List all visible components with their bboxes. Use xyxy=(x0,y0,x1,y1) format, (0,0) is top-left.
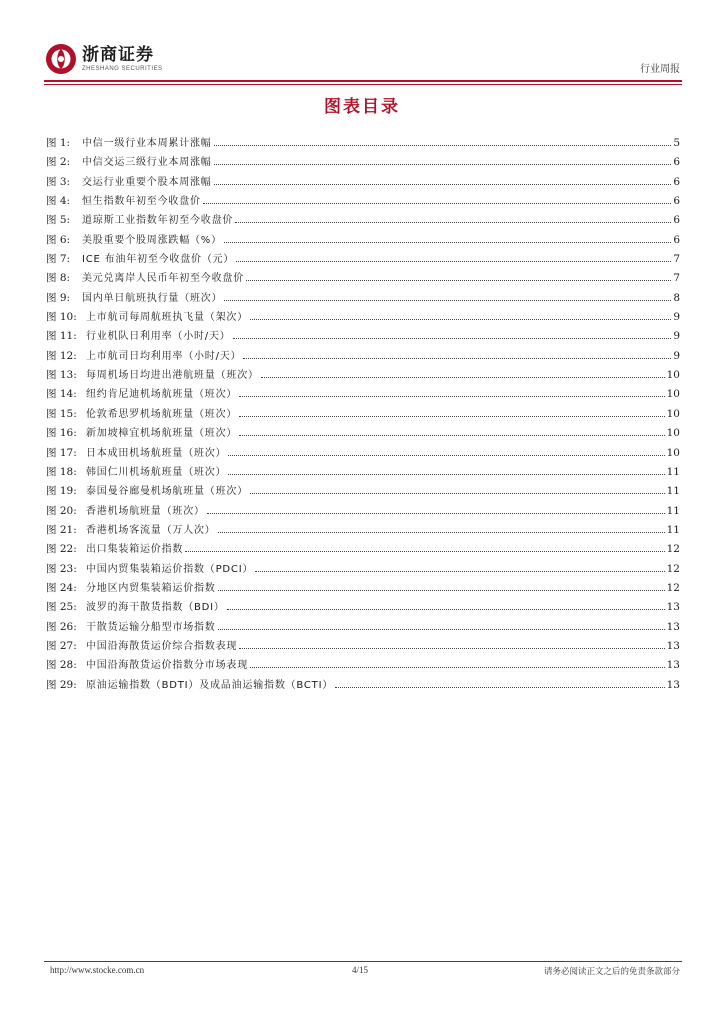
header-divider xyxy=(44,80,682,82)
toc-entry-label: 图 1: xyxy=(46,137,71,149)
toc-entry-page-number: 8 xyxy=(673,291,680,304)
toc-entry-title: 干散货运输分船型市场指数 xyxy=(86,621,216,633)
toc-entry-title: 日本成田机场航班量（班次） xyxy=(86,447,227,459)
toc-entry-title: 行业机队日利用率（小时/天） xyxy=(86,331,231,343)
toc-entry-leader-dots xyxy=(185,551,664,552)
toc-entry-leader-dots xyxy=(236,261,671,262)
toc-entry-label: 图 15: xyxy=(46,407,77,420)
toc-entry-title: 上市航司日均利用率（小时/天） xyxy=(86,350,242,362)
toc-entry-label: 图 11: xyxy=(46,330,77,343)
toc-title: 图表目录 xyxy=(324,97,400,117)
toc-entry-page-number: 7 xyxy=(673,272,680,285)
toc-entry-page-number: 13 xyxy=(666,678,680,691)
toc-entry-leader-dots xyxy=(218,629,665,630)
toc-entry-page-number: 5 xyxy=(673,137,680,149)
toc-entry-page-number: 12 xyxy=(666,543,680,556)
footer-website-link[interactable]: http://www.stocke.com.cn xyxy=(50,965,145,975)
toc-entry-leader-dots xyxy=(214,145,672,146)
toc-entry-label: 图 18: xyxy=(46,465,77,478)
toc-entry-label: 图 25: xyxy=(46,601,77,614)
toc-entry[interactable] xyxy=(46,444,680,463)
toc-entry-leader-dots xyxy=(218,590,665,591)
toc-entry-title: 中国沿海散货运价指数分市场表现 xyxy=(86,660,248,672)
toc-entry-title: 波罗的海干散货指数（BDI） xyxy=(86,602,225,614)
footer-page-number: 4/15 xyxy=(352,965,369,975)
footer-divider xyxy=(44,961,682,962)
toc-entry-leader-dots xyxy=(255,571,664,572)
toc-entry-title: 恒生指数年初至今收盘价 xyxy=(82,196,201,208)
toc-entry[interactable] xyxy=(46,405,680,424)
toc-entry-leader-dots xyxy=(207,513,665,514)
toc-entry-page-number: 9 xyxy=(673,311,680,324)
toc-entry-title: 香港机场航班量（班次） xyxy=(86,505,205,517)
toc-entry-title: 美元兑离岸人民币年初至今收盘价 xyxy=(82,273,244,285)
toc-entry-leader-dots xyxy=(214,184,672,185)
toc-entry-page-number: 6 xyxy=(673,175,680,188)
toc-entry[interactable] xyxy=(46,173,680,192)
toc-entry[interactable] xyxy=(46,192,680,211)
page-header xyxy=(44,42,682,80)
toc-entry[interactable] xyxy=(46,560,680,579)
toc-entry-title: 中国沿海散货运价综合指数表现 xyxy=(86,640,238,652)
toc-entry-label: 图 24: xyxy=(46,581,77,594)
toc-entry-title: 香港机场客流量（万人次） xyxy=(86,524,216,536)
toc-entry-leader-dots xyxy=(250,319,671,320)
toc-entry-leader-dots xyxy=(224,242,671,243)
toc-entry[interactable] xyxy=(46,482,680,501)
logo-english-name: ZHESHANG SECURITIES xyxy=(82,66,163,72)
toc-entry-title: 中信交运三级行业本周涨幅 xyxy=(82,157,212,169)
toc-entry-page-number: 10 xyxy=(666,388,680,401)
toc-entry-title: 中国内贸集装箱运价指数（PDCI） xyxy=(86,563,254,575)
toc-entry-title: 出口集装箱运价指数 xyxy=(86,544,184,556)
toc-entry-page-number: 10 xyxy=(666,446,680,459)
toc-entry-title: 国内单日航班执行量（班次） xyxy=(82,292,223,304)
toc-entry-title: 美股重要个股周涨跌幅（%） xyxy=(82,234,222,246)
toc-entry-label: 图 17: xyxy=(46,446,77,459)
toc-entry[interactable] xyxy=(46,385,680,404)
toc-entry-title: 新加坡樟宜机场航班量（班次） xyxy=(86,428,238,440)
toc-entry[interactable] xyxy=(46,250,680,269)
toc-entry-page-number: 10 xyxy=(666,407,680,420)
toc-entry[interactable] xyxy=(46,289,680,308)
toc-entry-label: 图 29: xyxy=(46,678,77,691)
toc-entry-label: 图 8: xyxy=(46,272,71,285)
toc-entry[interactable] xyxy=(46,424,680,443)
toc-entry-leader-dots xyxy=(214,164,672,165)
toc-entry[interactable] xyxy=(46,618,680,637)
toc-entry-leader-dots xyxy=(227,609,665,610)
toc-entry-page-number: 11 xyxy=(666,465,680,478)
toc-entry-label: 图 26: xyxy=(46,620,77,633)
company-logo xyxy=(44,42,163,76)
toc-list xyxy=(46,134,680,695)
toc-entry-leader-dots xyxy=(203,203,672,204)
toc-entry-page-number: 11 xyxy=(666,485,680,498)
toc-entry[interactable] xyxy=(46,347,680,366)
toc-entry[interactable] xyxy=(46,366,680,385)
toc-entry-leader-dots xyxy=(224,300,671,301)
toc-entry-leader-dots xyxy=(250,493,665,494)
toc-entry-label: 图 10: xyxy=(46,311,77,324)
toc-entry-label: 图 7: xyxy=(46,253,71,266)
toc-entry-page-number: 11 xyxy=(666,504,680,517)
toc-entry[interactable] xyxy=(46,134,680,153)
toc-entry-title: 泰国曼谷廊曼机场航班量（班次） xyxy=(86,486,248,498)
toc-entry-leader-dots xyxy=(228,474,664,475)
toc-entry-page-number: 13 xyxy=(666,659,680,672)
toc-entry-label: 图 16: xyxy=(46,427,77,440)
toc-entry-label: 图 9: xyxy=(46,291,71,304)
toc-entry-label: 图 21: xyxy=(46,523,77,536)
toc-entry-leader-dots xyxy=(250,667,665,668)
toc-entry-title: 分地区内贸集装箱运价指数 xyxy=(86,582,216,594)
toc-entry-page-number: 13 xyxy=(666,601,680,614)
toc-entry-label: 图 27: xyxy=(46,639,77,652)
toc-entry-label: 图 2: xyxy=(46,156,71,169)
toc-entry-page-number: 13 xyxy=(666,620,680,633)
toc-entry[interactable] xyxy=(46,676,680,695)
zheshang-logo-icon xyxy=(44,42,78,76)
toc-entry-page-number: 10 xyxy=(666,369,680,382)
toc-entry[interactable] xyxy=(46,637,680,656)
toc-entry-leader-dots xyxy=(228,455,664,456)
toc-entry-title: 每周机场日均进出港航班量（班次） xyxy=(86,370,259,382)
toc-entry[interactable] xyxy=(46,463,680,482)
toc-entry-leader-dots xyxy=(246,280,671,281)
toc-entry-label: 图 13: xyxy=(46,369,77,382)
toc-entry[interactable] xyxy=(46,579,680,598)
toc-entry-title: 纽约肯尼迪机场航班量（班次） xyxy=(86,389,238,401)
logo-chinese-name: 浙商证券 xyxy=(82,45,154,65)
toc-entry[interactable] xyxy=(46,211,680,230)
toc-entry-label: 图 3: xyxy=(46,175,71,188)
toc-entry-leader-dots xyxy=(235,222,671,223)
toc-entry-label: 图 20: xyxy=(46,504,77,517)
toc-entry-leader-dots xyxy=(239,416,664,417)
toc-entry-page-number: 6 xyxy=(673,233,680,246)
toc-entry-title: 中信一级行业本周累计涨幅 xyxy=(82,138,212,149)
toc-entry-page-number: 6 xyxy=(673,214,680,227)
toc-entry-title: ICE 布油年初至今收盘价（元） xyxy=(82,254,235,266)
toc-entry-page-number: 10 xyxy=(666,427,680,440)
footer-disclaimer-note: 请务必阅读正文之后的免责条款部分 xyxy=(543,967,680,977)
toc-entry-title: 上市航司每周航班执飞量（架次） xyxy=(86,312,248,324)
toc-entry-page-number: 9 xyxy=(673,349,680,362)
toc-entry-page-number: 6 xyxy=(673,156,680,169)
toc-entry-leader-dots xyxy=(239,396,664,397)
header-divider-thin xyxy=(44,84,682,85)
toc-entry-leader-dots xyxy=(239,435,664,436)
toc-entry-label: 图 12: xyxy=(46,349,77,362)
toc-entry-page-number: 6 xyxy=(673,195,680,208)
toc-entry-label: 图 22: xyxy=(46,543,77,556)
toc-entry-leader-dots xyxy=(335,687,664,688)
toc-entry-leader-dots xyxy=(243,358,671,359)
toc-entry-label: 图 23: xyxy=(46,562,77,575)
toc-entry-title: 道琼斯工业指数年初至今收盘价 xyxy=(82,215,234,227)
toc-entry[interactable] xyxy=(46,540,680,559)
toc-entry[interactable] xyxy=(46,269,680,288)
toc-entry-leader-dots xyxy=(261,377,665,378)
report-type-label: 行业周报 xyxy=(640,64,680,75)
toc-entry[interactable] xyxy=(46,521,680,540)
toc-entry-page-number: 12 xyxy=(666,581,680,594)
toc-entry[interactable] xyxy=(46,502,680,521)
toc-entry-leader-dots xyxy=(218,532,665,533)
toc-entry[interactable] xyxy=(46,308,680,327)
toc-entry-label: 图 4: xyxy=(46,195,71,208)
toc-entry-label: 图 14: xyxy=(46,388,77,401)
toc-entry-leader-dots xyxy=(239,648,664,649)
toc-entry[interactable] xyxy=(46,153,680,172)
toc-entry-page-number: 13 xyxy=(666,639,680,652)
toc-entry-leader-dots xyxy=(233,338,672,339)
toc-entry-label: 图 6: xyxy=(46,233,71,246)
toc-entry[interactable] xyxy=(46,598,680,617)
toc-entry-title: 交运行业重要个股本周涨幅 xyxy=(82,176,212,188)
toc-entry[interactable] xyxy=(46,656,680,675)
toc-entry-title: 伦敦希思罗机场航班量（班次） xyxy=(86,408,238,420)
toc-entry-page-number: 11 xyxy=(666,523,680,536)
toc-entry-label: 图 19: xyxy=(46,485,77,498)
toc-entry-page-number: 12 xyxy=(666,562,680,575)
toc-entry-page-number: 9 xyxy=(673,330,680,343)
toc-entry[interactable] xyxy=(46,231,680,250)
toc-entry-title: 韩国仁川机场航班量（班次） xyxy=(86,466,227,478)
toc-entry-page-number: 7 xyxy=(673,253,680,266)
toc-entry-label: 图 5: xyxy=(46,214,71,227)
toc-entry[interactable] xyxy=(46,327,680,346)
toc-entry-label: 图 28: xyxy=(46,659,77,672)
toc-entry-title: 原油运输指数（BDTI）及成品油运输指数（BCTI） xyxy=(86,679,334,691)
